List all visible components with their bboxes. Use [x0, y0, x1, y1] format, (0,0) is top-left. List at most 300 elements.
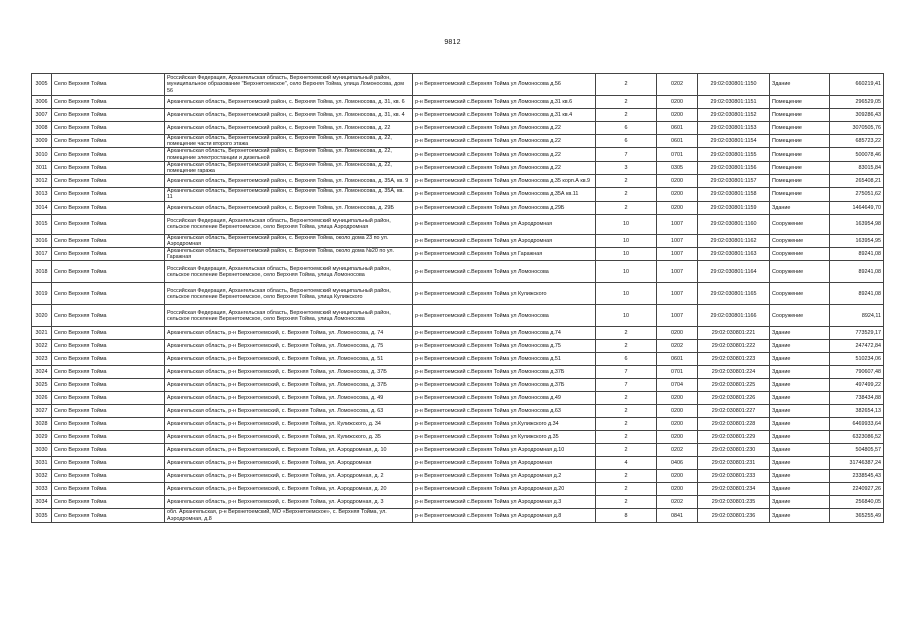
code-cell: 0305: [657, 161, 698, 174]
code-cell: 0601: [657, 122, 698, 135]
table-row: [32, 283, 884, 305]
object-type-cell: Здание: [770, 201, 830, 214]
table-row: [32, 392, 884, 405]
cost-cell: 31746387,24: [830, 457, 884, 470]
address-cell: Российская Федерация, Архангельская область, Верхнетоемский муниципальный район, сельское поселение Верхнетоемское, село Верхняя Тойма, улица Ломоносова: [165, 261, 413, 283]
code-cell: 0601: [657, 135, 698, 148]
table-row: [32, 496, 884, 509]
address-cell: Архангельская область, Верхнетоемский район, с. Верхняя Тойма, ул. Ломоносова, д. 22, помещение части второго этажа: [165, 135, 413, 148]
address-cell: Архангельская область, р-н Верхнетоемский, с. Верхняя Тойма, ул. Ломоносова, д. 37Б: [165, 379, 413, 392]
location-cell: р-н Верхнетоемский с.Верхняя Тойма ул Ломоносова д.35 корп.А кв.9: [413, 175, 596, 188]
settlement-cell: Село Верхняя Тойма: [52, 483, 165, 496]
page-number: 9812: [444, 39, 461, 46]
settlement-cell: Село Верхняя Тойма: [52, 327, 165, 340]
address-cell: Архангельская область, Верхнетоемский район, с. Верхняя Тойма, ул. Ломоносова, д. 22: [165, 122, 413, 135]
code-cell: 1007: [657, 305, 698, 327]
address-cell: Архангельская область, р-н Верхнетоемский, с. Верхняя Тойма, ул. Кулижского, д. 35: [165, 431, 413, 444]
quantity-cell: 4: [596, 457, 657, 470]
row-number: 3006: [32, 96, 52, 109]
address-cell: Архангельская область, р-н Верхнетоемский, с. Верхняя Тойма, ул. Аэродромная, д. 2: [165, 470, 413, 483]
address-cell: Архангельская область, Верхнетоемский район, с. Верхняя Тойма, около дома 23 по ул. Аэродромная: [165, 234, 413, 247]
row-number: 3016: [32, 234, 52, 247]
cadastral-number-cell: 29:02:030801:224: [698, 366, 770, 379]
object-type-cell: Сооружение: [770, 261, 830, 283]
object-type-cell: Здание: [770, 457, 830, 470]
row-number: 3018: [32, 261, 52, 283]
cost-cell: 504805,57: [830, 444, 884, 457]
object-type-cell: Здание: [770, 405, 830, 418]
cadastral-number-cell: 29:02:030801:223: [698, 353, 770, 366]
code-cell: 1007: [657, 214, 698, 234]
code-cell: 0200: [657, 175, 698, 188]
settlement-cell: Село Верхняя Тойма: [52, 175, 165, 188]
object-type-cell: Здание: [770, 470, 830, 483]
object-type-cell: Здание: [770, 431, 830, 444]
cost-cell: 275051,62: [830, 188, 884, 201]
code-cell: 0200: [657, 483, 698, 496]
location-cell: р-н Верхнетоемский с.Верхняя Тойма ул Ломоносова д.22: [413, 161, 596, 174]
cadastral-number-cell: 29:02:030801:222: [698, 340, 770, 353]
table-row: [32, 175, 884, 188]
location-cell: р-н Верхнетоемский с.Верхняя Тойма ул Аэродромная д.8: [413, 509, 596, 522]
object-type-cell: Сооружение: [770, 305, 830, 327]
cadastral-number-cell: 29:02:030801:225: [698, 379, 770, 392]
settlement-cell: Село Верхняя Тойма: [52, 201, 165, 214]
object-type-cell: Здание: [770, 496, 830, 509]
row-number: 3028: [32, 418, 52, 431]
location-cell: р-н Верхнетоемский с.Верхняя Тойма ул Ломоносова д.22: [413, 135, 596, 148]
cadastral-number-cell: 29:02:030801:1153: [698, 122, 770, 135]
quantity-cell: 2: [596, 175, 657, 188]
settlement-cell: Село Верхняя Тойма: [52, 405, 165, 418]
code-cell: 0200: [657, 431, 698, 444]
location-cell: р-н Верхнетоемский с.Верхняя Тойма ул Ломоносова д.35А кв.11: [413, 188, 596, 201]
object-type-cell: Помещение: [770, 122, 830, 135]
table-row: [32, 96, 884, 109]
settlement-cell: Село Верхняя Тойма: [52, 392, 165, 405]
code-cell: 0200: [657, 418, 698, 431]
row-number: 3007: [32, 109, 52, 122]
quantity-cell: 10: [596, 305, 657, 327]
cadastral-number-cell: 29:02:030801:234: [698, 483, 770, 496]
cadastral-number-cell: 29:02:030801:227: [698, 405, 770, 418]
row-number: 3017: [32, 248, 52, 261]
row-number: 3027: [32, 405, 52, 418]
table-row: [32, 470, 884, 483]
quantity-cell: 2: [596, 327, 657, 340]
quantity-cell: 2: [596, 109, 657, 122]
cost-cell: 256840,05: [830, 496, 884, 509]
location-cell: р-н Верхнетоемский с.Верхняя Тойма ул Ломоносова д.56: [413, 74, 596, 96]
cadastral-number-cell: 29:02:030801:1164: [698, 261, 770, 283]
settlement-cell: Село Верхняя Тойма: [52, 161, 165, 174]
settlement-cell: Село Верхняя Тойма: [52, 509, 165, 522]
property-registry-table: [31, 73, 884, 523]
object-type-cell: Сооружение: [770, 234, 830, 247]
cadastral-number-cell: 29:02:030801:1155: [698, 148, 770, 161]
row-number: 3031: [32, 457, 52, 470]
address-cell: Архангельская область, Верхнетоемский район, с. Верхняя Тойма, ул. Ломоносова, д. 31, кв. 4: [165, 109, 413, 122]
cadastral-number-cell: 29:02:030801:1154: [698, 135, 770, 148]
location-cell: р-н Верхнетоемский с.Верхняя Тойма ул Аэродромная: [413, 234, 596, 247]
quantity-cell: 2: [596, 188, 657, 201]
object-type-cell: Здание: [770, 444, 830, 457]
address-cell: Архангельская область, р-н Верхнетоемский, с. Верхняя Тойма, ул. Ломоносова, д. 74: [165, 327, 413, 340]
row-number: 3012: [32, 175, 52, 188]
cost-cell: 6469933,64: [830, 418, 884, 431]
location-cell: р-н Верхнетоемский с.Верхняя Тойма ул Кулижского: [413, 283, 596, 305]
object-type-cell: Здание: [770, 379, 830, 392]
quantity-cell: 6: [596, 353, 657, 366]
code-cell: 0200: [657, 188, 698, 201]
location-cell: р-н Верхнетоемский с.Верхняя Тойма ул Ломоносова д.51: [413, 353, 596, 366]
quantity-cell: 7: [596, 366, 657, 379]
object-type-cell: Сооружение: [770, 248, 830, 261]
cost-cell: 309286,43: [830, 109, 884, 122]
object-type-cell: Здание: [770, 366, 830, 379]
quantity-cell: 2: [596, 392, 657, 405]
location-cell: р-н Верхнетоемский с.Верхняя Тойма ул Ломоносова д.63: [413, 405, 596, 418]
location-cell: р-н Верхнетоемский с.Верхняя Тойма ул Аэродромная д.20: [413, 483, 596, 496]
quantity-cell: 2: [596, 444, 657, 457]
cadastral-number-cell: 29:02:030801:1165: [698, 283, 770, 305]
settlement-cell: Село Верхняя Тойма: [52, 109, 165, 122]
quantity-cell: 2: [596, 483, 657, 496]
object-type-cell: Здание: [770, 509, 830, 522]
table-row: [32, 109, 884, 122]
settlement-cell: Село Верхняя Тойма: [52, 366, 165, 379]
code-cell: 0601: [657, 353, 698, 366]
row-number: 3030: [32, 444, 52, 457]
code-cell: 0841: [657, 509, 698, 522]
code-cell: 0200: [657, 327, 698, 340]
cost-cell: 510234,06: [830, 353, 884, 366]
cost-cell: 8924,11: [830, 305, 884, 327]
cadastral-number-cell: 29:02:030801:230: [698, 444, 770, 457]
cost-cell: 365255,49: [830, 509, 884, 522]
cost-cell: 738434,88: [830, 392, 884, 405]
cadastral-number-cell: 29:02:030801:1158: [698, 188, 770, 201]
object-type-cell: Здание: [770, 353, 830, 366]
settlement-cell: Село Верхняя Тойма: [52, 305, 165, 327]
settlement-cell: Село Верхняя Тойма: [52, 379, 165, 392]
location-cell: р-н Верхнетоемский с.Верхняя Тойма ул Ломоносова д.22: [413, 148, 596, 161]
quantity-cell: 2: [596, 405, 657, 418]
object-type-cell: Здание: [770, 327, 830, 340]
cost-cell: 382654,13: [830, 405, 884, 418]
quantity-cell: 2: [596, 470, 657, 483]
cadastral-number-cell: 29:02:030801:1152: [698, 109, 770, 122]
row-number: 3005: [32, 74, 52, 96]
object-type-cell: Помещение: [770, 188, 830, 201]
table-row: [32, 74, 884, 96]
cost-cell: 497499,22: [830, 379, 884, 392]
address-cell: Архангельская область, Верхнетоемский район, с. Верхняя Тойма, около дома №20 по ул. Гаражная: [165, 248, 413, 261]
row-number: 3020: [32, 305, 52, 327]
object-type-cell: Помещение: [770, 96, 830, 109]
table-row: [32, 418, 884, 431]
code-cell: 0406: [657, 457, 698, 470]
location-cell: р-н Верхнетоемский с.Верхняя Тойма ул Ломоносова д.31 кв.4: [413, 109, 596, 122]
cadastral-number-cell: 29:02:030801:1162: [698, 234, 770, 247]
address-cell: Архангельская область, р-н Верхнетоемский, с. Верхняя Тойма, ул. Аэродромная, д. 20: [165, 483, 413, 496]
cost-cell: 247472,84: [830, 340, 884, 353]
cadastral-number-cell: 29:02:030801:1159: [698, 201, 770, 214]
cost-cell: 790607,48: [830, 366, 884, 379]
table-row: [32, 188, 884, 201]
cadastral-number-cell: 29:02:030801:1150: [698, 74, 770, 96]
cadastral-number-cell: 29:02:030801:228: [698, 418, 770, 431]
code-cell: 1007: [657, 283, 698, 305]
location-cell: р-н Верхнетоемский с.Верхняя Тойма ул Ломоносова: [413, 261, 596, 283]
quantity-cell: 10: [596, 261, 657, 283]
table-row: [32, 509, 884, 522]
code-cell: 0202: [657, 74, 698, 96]
address-cell: обл. Архангельская, р-н Верхнетоемский, МО «Верхнетоемское», с. Верхняя Тойма, ул. Аэродромная, д.8: [165, 509, 413, 522]
code-cell: 0200: [657, 201, 698, 214]
settlement-cell: Село Верхняя Тойма: [52, 135, 165, 148]
cost-cell: 1464649,70: [830, 201, 884, 214]
quantity-cell: 2: [596, 340, 657, 353]
settlement-cell: Село Верхняя Тойма: [52, 353, 165, 366]
settlement-cell: Село Верхняя Тойма: [52, 74, 165, 96]
code-cell: 1007: [657, 261, 698, 283]
table-row: [32, 305, 884, 327]
location-cell: р-н Верхнетоемский с.Верхняя Тойма ул Аэродромная д.2: [413, 470, 596, 483]
cadastral-number-cell: 29:02:030801:221: [698, 327, 770, 340]
table-row: [32, 431, 884, 444]
address-cell: Российская Федерация, Архангельская область, Верхнетоемский муниципальный район, сельское поселение Верхнетоемское, село Верхняя Тойма, улица Ломоносова: [165, 305, 413, 327]
cost-cell: 89241,08: [830, 261, 884, 283]
row-number: 3021: [32, 327, 52, 340]
object-type-cell: Здание: [770, 340, 830, 353]
cost-cell: 685723,22: [830, 135, 884, 148]
cost-cell: 83015,84: [830, 161, 884, 174]
table-row: [32, 214, 884, 234]
cost-cell: 163954,95: [830, 234, 884, 247]
settlement-cell: Село Верхняя Тойма: [52, 188, 165, 201]
cadastral-number-cell: 29:02:030801:1157: [698, 175, 770, 188]
cost-cell: 296529,05: [830, 96, 884, 109]
cost-cell: 3070505,76: [830, 122, 884, 135]
row-number: 3023: [32, 353, 52, 366]
table-row: [32, 483, 884, 496]
quantity-cell: 10: [596, 234, 657, 247]
table-row: [32, 366, 884, 379]
table-row: [32, 234, 884, 247]
cost-cell: 265408,21: [830, 175, 884, 188]
location-cell: р-н Верхнетоемский с.Верхняя Тойма ул Ломоносова д.75: [413, 340, 596, 353]
location-cell: р-н Верхнетоемский с.Верхняя Тойма ул Ломоносова д.22: [413, 122, 596, 135]
quantity-cell: 7: [596, 148, 657, 161]
code-cell: 0202: [657, 496, 698, 509]
row-number: 3019: [32, 283, 52, 305]
object-type-cell: Здание: [770, 418, 830, 431]
code-cell: 0701: [657, 148, 698, 161]
location-cell: р-н Верхнетоемский с.Верхняя Тойма ул Ломоносова: [413, 305, 596, 327]
code-cell: 0704: [657, 379, 698, 392]
table-row: [32, 201, 884, 214]
settlement-cell: Село Верхняя Тойма: [52, 248, 165, 261]
object-type-cell: Помещение: [770, 109, 830, 122]
address-cell: Архангельская область, р-н Верхнетоемский, с. Верхняя Тойма, ул. Ломоносова, д. 37Б: [165, 366, 413, 379]
cadastral-number-cell: 29:02:030801:1166: [698, 305, 770, 327]
settlement-cell: Село Верхняя Тойма: [52, 283, 165, 305]
row-number: 3034: [32, 496, 52, 509]
row-number: 3033: [32, 483, 52, 496]
table-row: [32, 444, 884, 457]
object-type-cell: Здание: [770, 74, 830, 96]
address-cell: Архангельская область, р-н Верхнетоемский, с. Верхняя Тойма, ул. Аэродромная: [165, 457, 413, 470]
row-number: 3015: [32, 214, 52, 234]
table-row: [32, 148, 884, 161]
quantity-cell: 2: [596, 418, 657, 431]
cost-cell: 500078,46: [830, 148, 884, 161]
cadastral-number-cell: 29:02:030801:231: [698, 457, 770, 470]
address-cell: Архангельская область, р-н Верхнетоемский, с. Верхняя Тойма, ул. Ломоносова, д. 49: [165, 392, 413, 405]
settlement-cell: Село Верхняя Тойма: [52, 496, 165, 509]
registry-body: [32, 74, 884, 523]
settlement-cell: Село Верхняя Тойма: [52, 340, 165, 353]
cost-cell: 6323086,52: [830, 431, 884, 444]
address-cell: Архангельская область, р-н Верхнетоемский, с. Верхняя Тойма, ул. Ломоносова, д. 75: [165, 340, 413, 353]
quantity-cell: 10: [596, 283, 657, 305]
object-type-cell: Помещение: [770, 175, 830, 188]
cost-cell: 89241,08: [830, 248, 884, 261]
settlement-cell: Село Верхняя Тойма: [52, 148, 165, 161]
address-cell: Архангельская область, р-н Верхнетоемский, с. Верхняя Тойма, ул. Аэродромная, д. 3: [165, 496, 413, 509]
location-cell: р-н Верхнетоемский с.Верхняя Тойма ул Кулижского д.35: [413, 431, 596, 444]
settlement-cell: Село Верхняя Тойма: [52, 431, 165, 444]
quantity-cell: 3: [596, 161, 657, 174]
code-cell: 0202: [657, 340, 698, 353]
cadastral-number-cell: 29:02:030801:235: [698, 496, 770, 509]
quantity-cell: 2: [596, 431, 657, 444]
object-type-cell: Помещение: [770, 135, 830, 148]
cadastral-number-cell: 29:02:030801:226: [698, 392, 770, 405]
quantity-cell: 2: [596, 96, 657, 109]
cost-cell: 89241,08: [830, 283, 884, 305]
cadastral-number-cell: 29:02:030801:1151: [698, 96, 770, 109]
address-cell: Архангельская область, Верхнетоемский район, с. Верхняя Тойма, ул. Ломоносова, д. 31, кв. 6: [165, 96, 413, 109]
table-row: [32, 457, 884, 470]
location-cell: р-н Верхнетоемский с.Верхняя Тойма ул Гаражная: [413, 248, 596, 261]
row-number: 3013: [32, 188, 52, 201]
address-cell: Архангельская область, р-н Верхнетоемский, с. Верхняя Тойма, ул. Ломоносова, д. 63: [165, 405, 413, 418]
location-cell: р-н Верхнетоемский с.Верхняя Тойма ул Аэродромная: [413, 214, 596, 234]
table-row: [32, 261, 884, 283]
address-cell: Архангельская область, Верхнетоемский район, с. Верхняя Тойма, ул. Ломоносова, д. 22, помещение электростанции и дизельной: [165, 148, 413, 161]
row-number: 3014: [32, 201, 52, 214]
location-cell: р-н Верхнетоемский с.Верхняя Тойма ул Ломоносова д.49: [413, 392, 596, 405]
code-cell: 0701: [657, 366, 698, 379]
settlement-cell: Село Верхняя Тойма: [52, 470, 165, 483]
code-cell: 0200: [657, 392, 698, 405]
cadastral-number-cell: 29:02:030801:233: [698, 470, 770, 483]
code-cell: 0200: [657, 405, 698, 418]
location-cell: р-н Верхнетоемский с.Верхняя Тойма ул Ломоносова д.29Б: [413, 201, 596, 214]
object-type-cell: Здание: [770, 392, 830, 405]
settlement-cell: Село Верхняя Тойма: [52, 96, 165, 109]
address-cell: Архангельская область, р-н Верхнетоемский, с. Верхняя Тойма, ул. Ломоносова, д. 51: [165, 353, 413, 366]
address-cell: Архангельская область, р-н Верхнетоемский, с. Верхняя Тойма, ул. Аэродромная, д. 10: [165, 444, 413, 457]
address-cell: Российская Федерация, Архангельская область, Верхнетоемский муниципальный район, сельское поселение Верхнетоемское, село Верхняя Тойма, улица Кулижского: [165, 283, 413, 305]
quantity-cell: 6: [596, 135, 657, 148]
settlement-cell: Село Верхняя Тойма: [52, 418, 165, 431]
address-cell: Архангельская область, Верхнетоемский район, с. Верхняя Тойма, ул. Ломоносова, д. 35А, кв. 9: [165, 175, 413, 188]
quantity-cell: 2: [596, 201, 657, 214]
location-cell: р-н Верхнетоемский с.Верхняя Тойма ул Ломоносова д.74: [413, 327, 596, 340]
table-row: [32, 122, 884, 135]
table-row: [32, 405, 884, 418]
address-cell: Архангельская область, Верхнетоемский район, с. Верхняя Тойма, ул. Ломоносова, д. 35А, кв. 11: [165, 188, 413, 201]
table-row: [32, 161, 884, 174]
settlement-cell: Село Верхняя Тойма: [52, 261, 165, 283]
object-type-cell: Сооружение: [770, 214, 830, 234]
location-cell: р-н Верхнетоемский с.Верхняя Тойма ул Ломоносова д.37Б: [413, 366, 596, 379]
code-cell: 1007: [657, 234, 698, 247]
object-type-cell: Помещение: [770, 148, 830, 161]
row-number: 3008: [32, 122, 52, 135]
row-number: 3022: [32, 340, 52, 353]
row-number: 3029: [32, 431, 52, 444]
table-row: [32, 353, 884, 366]
address-cell: Архангельская область, р-н Верхнетоемский, с. Верхняя Тойма, ул. Кулижского, д. 34: [165, 418, 413, 431]
row-number: 3025: [32, 379, 52, 392]
table-row: [32, 379, 884, 392]
settlement-cell: Село Верхняя Тойма: [52, 234, 165, 247]
code-cell: 0202: [657, 444, 698, 457]
cost-cell: 163954,98: [830, 214, 884, 234]
quantity-cell: 10: [596, 214, 657, 234]
row-number: 3035: [32, 509, 52, 522]
code-cell: 0200: [657, 470, 698, 483]
cadastral-number-cell: 29:02:030801:1156: [698, 161, 770, 174]
address-cell: Российская Федерация, Архангельская область, Верхнетоемский муниципальный район, муниципальное образование "Верхнетоемское", село Верхняя Тойма, улица Ломоносова, дом 56: [165, 74, 413, 96]
object-type-cell: Сооружение: [770, 283, 830, 305]
row-number: 3010: [32, 148, 52, 161]
code-cell: 0200: [657, 96, 698, 109]
location-cell: р-н Верхнетоемский с.Верхняя Тойма ул.Кулижского д.34: [413, 418, 596, 431]
settlement-cell: Село Верхняя Тойма: [52, 122, 165, 135]
cadastral-number-cell: 29:02:030801:236: [698, 509, 770, 522]
object-type-cell: Помещение: [770, 161, 830, 174]
code-cell: 0200: [657, 109, 698, 122]
row-number: 3024: [32, 366, 52, 379]
cost-cell: 2240927,26: [830, 483, 884, 496]
quantity-cell: 7: [596, 379, 657, 392]
location-cell: р-н Верхнетоемский с.Верхняя Тойма ул Аэродромная д.10: [413, 444, 596, 457]
cost-cell: 2338545,43: [830, 470, 884, 483]
cadastral-number-cell: 29:02:030801:1163: [698, 248, 770, 261]
cost-cell: 773529,17: [830, 327, 884, 340]
address-cell: Архангельская область, Верхнетоемский район, с. Верхняя Тойма, ул. Ломоносова, д. 22, помещение гаража: [165, 161, 413, 174]
table-row: [32, 327, 884, 340]
row-number: 3026: [32, 392, 52, 405]
cost-cell: 660219,41: [830, 74, 884, 96]
table-row: [32, 340, 884, 353]
location-cell: р-н Верхнетоемский с.Верхняя Тойма ул Аэродромная д.3: [413, 496, 596, 509]
location-cell: р-н Верхнетоемский с.Верхняя Тойма ул Ломоносова д.31 кв.6: [413, 96, 596, 109]
settlement-cell: Село Верхняя Тойма: [52, 457, 165, 470]
location-cell: р-н Верхнетоемский с.Верхняя Тойма ул Аэродромная: [413, 457, 596, 470]
row-number: 3032: [32, 470, 52, 483]
table-row: [32, 135, 884, 148]
object-type-cell: Здание: [770, 483, 830, 496]
code-cell: 1007: [657, 248, 698, 261]
row-number: 3009: [32, 135, 52, 148]
address-cell: Архангельская область, Верхнетоемский район, с. Верхняя Тойма, ул. Ломоносова, д. 29Б: [165, 201, 413, 214]
